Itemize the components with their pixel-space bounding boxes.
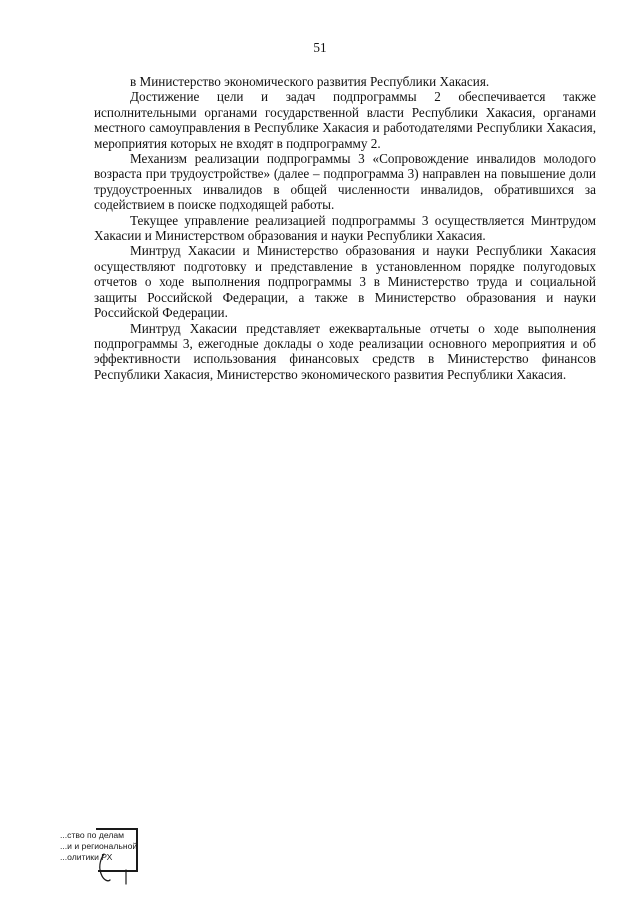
approval-stamp	[32, 826, 140, 882]
signature-icon	[90, 846, 136, 886]
paragraph-4: Текущее управление реализацией подпрограммы 3 осуществляется Минтрудом Хакасии и Министерством образования и науки Республики Хакасия.	[94, 212, 596, 244]
paragraph-5: Минтруд Хакасии и Министерство образования и науки Республики Хакасия осуществляют подготовку и представление в установленном порядке полугодовых отчетов о ходе выполнения подпрограммы 3 в Министерство труда и социальной защиты Российской Федерации, а также в Министерство образования и науки Российской Федерации.	[94, 243, 596, 321]
stamp-line-1: ...ство по делам	[60, 830, 125, 840]
paragraph-1: в Министерство экономического развития Республики Хакасия.	[130, 74, 490, 89]
stamp-line-3: ...олитики РХ	[60, 852, 113, 862]
document-body	[94, 74, 596, 382]
paragraph-3: Механизм реализации подпрограммы 3 «Сопровождение инвалидов молодого возраста при трудоустройстве» (далее – подпрограмма 3) направлен на повышение доли трудоустроенных инвалидов в общей численности инвалидов, обратившихся за содействием в поиске подходящей работы.	[94, 151, 596, 213]
paragraph-6: Минтруд Хакасии представляет ежеквартальные отчеты о ходе выполнения подпрограммы 3, ежегодные доклады о ходе реализации основного мероприятия и об эффективности использования финансовых средств в Министерство финансов Республики Хакасия, Министерство экономического развития Республики Хакасия.	[94, 320, 596, 382]
paragraph-2: Достижение цели и задач подпрограммы 2 обеспечивается также исполнительными органами государственной власти Республики Хакасия, органами местного самоуправления в Республике Хакасия и работодателями Республики Хакасия, мероприятия которых не входят в подпрограмму 2.	[94, 89, 596, 151]
page-number: 51	[313, 40, 327, 55]
stamp-line-2: ...и и региональной	[60, 841, 138, 851]
